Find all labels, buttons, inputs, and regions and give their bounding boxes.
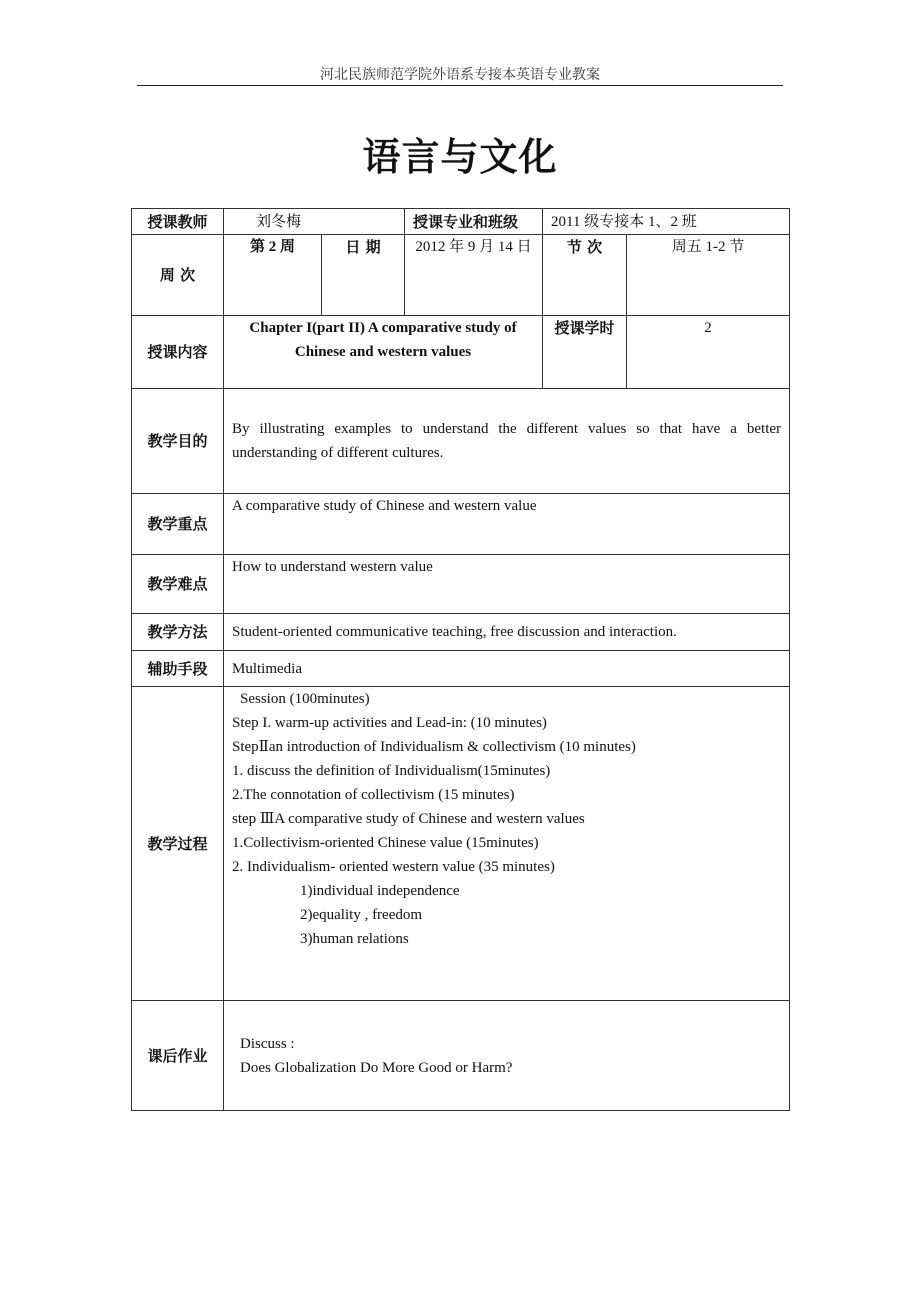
process-step: step ⅢA comparative study of Chinese and western values [232, 811, 585, 827]
aids-label: 辅助手段 [132, 651, 224, 687]
difficulty-label: 教学难点 [132, 555, 224, 614]
page-header: 河北民族师范学院外语系专接本英语专业教案 [320, 68, 600, 83]
process-substep: 3)human relations [300, 931, 409, 947]
teacher-label: 授课教师 [132, 209, 224, 235]
major-label: 授课专业和班级 [405, 209, 543, 235]
row-week [132, 235, 790, 316]
homework-line: Does Globalization Do More Good or Harm? [240, 1059, 513, 1076]
method-value: Student-oriented communicative teaching, free discussion and interaction. [224, 614, 790, 651]
aids-value: Multimedia [224, 651, 790, 687]
row-content [132, 316, 790, 389]
hours-value: 2 [627, 316, 790, 389]
homework-line: Discuss : [240, 1035, 295, 1052]
row-difficulty [132, 555, 790, 614]
process-step: 1.Collectivism-oriented Chinese value (15minutes) [232, 835, 539, 851]
hours-label: 授课学时 [543, 316, 627, 389]
week-label: 周 次 [132, 235, 224, 316]
header-rule [137, 85, 783, 86]
aim-label: 教学目的 [132, 389, 224, 494]
date-label: 日 期 [322, 235, 405, 316]
row-teacher [132, 209, 790, 235]
period-label: 节 次 [543, 235, 627, 316]
teacher-value: 刘冬梅 [224, 209, 405, 235]
process-step: 1. discuss the definition of Individualism(15minutes) [232, 763, 551, 779]
process-substep: 2)equality , freedom [300, 907, 423, 923]
row-focus [132, 494, 790, 555]
difficulty-value: How to understand western value [224, 555, 790, 614]
method-label: 教学方法 [132, 614, 224, 651]
row-aids [132, 651, 790, 687]
process-step: 2.The connotation of collectivism (15 minutes) [232, 787, 515, 803]
focus-value: A comparative study of Chinese and western value [224, 494, 790, 555]
period-value: 周五 1-2 节 [627, 235, 790, 316]
process-step: StepⅡan introduction of Individualism & collectivism (10 minutes) [232, 739, 636, 755]
content-label: 授课内容 [132, 316, 224, 389]
process-substep: 1)individual independence [300, 883, 460, 899]
row-process [132, 687, 790, 1001]
focus-label: 教学重点 [132, 494, 224, 555]
process-step: 2. Individualism- oriented western value (35 minutes) [232, 859, 555, 875]
process-step: Session (100minutes) [240, 691, 370, 707]
row-aim [132, 389, 790, 494]
page-title: 语言与文化 [362, 135, 558, 179]
row-method [132, 614, 790, 651]
homework-list [224, 1001, 790, 1111]
major-value: 2011 级专接本 1、2 班 [543, 209, 790, 235]
date-value: 2012 年 9 月 14 日 [405, 235, 543, 316]
week-value: 第 2 周 [224, 235, 322, 316]
aim-value: By illustrating examples to understand the different values so that have a better understanding of different cultures. [224, 389, 790, 494]
row-homework [132, 1001, 790, 1111]
process-step: Step I. warm-up activities and Lead-in: (10 minutes) [232, 715, 547, 731]
homework-label: 课后作业 [132, 1001, 224, 1111]
process-label: 教学过程 [132, 687, 224, 1001]
lesson-plan-table [131, 208, 790, 1111]
process-list [224, 687, 790, 1001]
content-value: Chapter I(part II) A comparative study of Chinese and western values [224, 316, 543, 389]
